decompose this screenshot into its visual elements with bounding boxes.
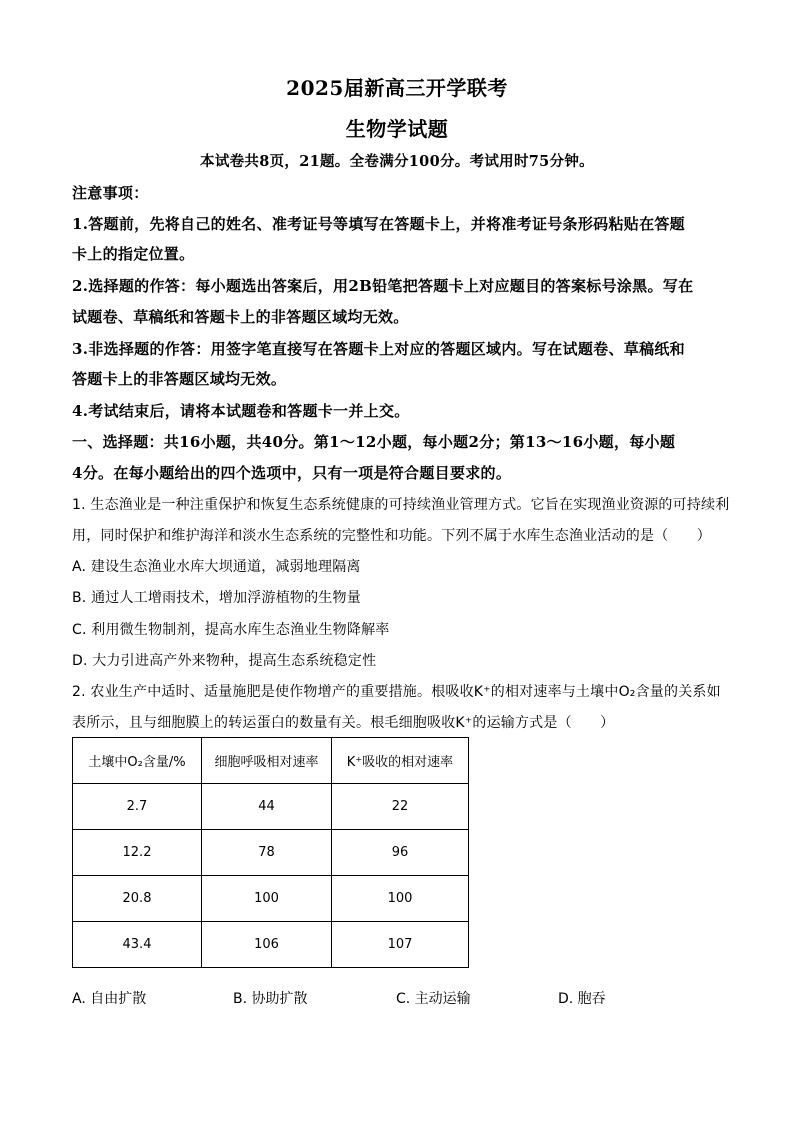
note-2-line-1: 2.选择题的作答：每小题选出答案后，用2B铅笔把答题卡上对应题目的答案标号涂黑。写在: [72, 277, 694, 295]
table-cell: 78: [202, 830, 332, 876]
q1-stem-line-1: 1. 生态渔业是一种注重保护和恢复生态系统健康的可持续渔业管理方式。它旨在实现渔业资源的可持续利: [72, 497, 730, 513]
table-cell: 44: [202, 784, 332, 830]
q1-option-a: A. 建设生态渔业水库大坝通道，减弱地理隔离: [72, 559, 361, 575]
note-4: 4.考试结束后，请将本试题卷和答题卡一并上交。: [72, 402, 410, 420]
table-cell: 22: [332, 784, 469, 830]
q2-option-b: B. 协助扩散: [233, 991, 308, 1007]
exam-subtitle: 生物学试题: [345, 117, 449, 141]
table-cell: 43.4: [73, 922, 202, 968]
q1-option-d: D. 大力引进高产外来物种，提高生态系统稳定性: [72, 653, 377, 669]
table-cell: 96: [332, 830, 469, 876]
exam-title: 2025届新高三开学联考: [286, 76, 508, 100]
table-row: [73, 876, 469, 922]
table-cell: 106: [202, 922, 332, 968]
table-cell: 100: [202, 876, 332, 922]
section-1-line-1: 一、选择题：共16小题，共40分。第1～12小题，每小题2分；第13～16小题，每小题: [72, 433, 676, 451]
q2-option-d: D. 胞吞: [558, 991, 606, 1007]
note-3-line-2: 答题卡上的非答题区域均无效。: [72, 370, 287, 388]
table-header-cell: K⁺吸收的相对速率: [332, 738, 469, 784]
notes-heading: 注意事项：: [72, 184, 149, 202]
k-absorption-table: [72, 737, 469, 968]
q2-option-c: C. 主动运输: [396, 991, 471, 1007]
q1-stem-line-2: 用，同时保护和维护海洋和淡水生态系统的完整性和功能。下列不属于水库生态渔业活动的是（ ）: [72, 528, 711, 544]
note-1-line-1: 1.答题前，先将自己的姓名、准考证号等填写在答题卡上，并将准考证号条形码粘贴在答题: [72, 215, 685, 233]
note-2-line-2: 试题卷、草稿纸和答题卡上的非答题区域均无效。: [72, 308, 409, 326]
note-1-line-2: 卡上的指定位置。: [72, 245, 195, 263]
table-cell: 100: [332, 876, 469, 922]
q1-option-c: C. 利用微生物制剂，提高水库生态渔业生物降解率: [72, 622, 390, 638]
table-row: [73, 922, 469, 968]
table-header-cell: 土壤中O₂含量/%: [73, 738, 202, 784]
exam-info: 本试卷共8页，21题。全卷满分100分。考试用时75分钟。: [200, 153, 594, 170]
section-1-line-2: 4分。在每小题给出的四个选项中，只有一项是符合题目要求的。: [72, 464, 512, 482]
table-row: [73, 830, 469, 876]
table-cell: 107: [332, 922, 469, 968]
q1-option-b: B. 通过人工增雨技术，增加浮游植物的生物量: [72, 590, 361, 606]
table-row: [73, 784, 469, 830]
q2-stem-line-1: 2. 农业生产中适时、适量施肥是使作物增产的重要措施。根吸收K⁺的相对速率与土壤中O₂含量的关系如: [72, 684, 721, 700]
table-header-cell: 细胞呼吸相对速率: [202, 738, 332, 784]
q2-stem-line-2: 表所示，且与细胞膜上的转运蛋白的数量有关。根毛细胞吸收K⁺的运输方式是（ ）: [72, 715, 615, 731]
q2-option-a: A. 自由扩散: [72, 991, 147, 1007]
note-3-line-1: 3.非选择题的作答：用签字笔直接写在答题卡上对应的答题区域内。写在试题卷、草稿纸和: [72, 340, 685, 358]
table-cell: 2.7: [73, 784, 202, 830]
table-header-row: [73, 738, 469, 784]
table-cell: 20.8: [73, 876, 202, 922]
table-cell: 12.2: [73, 830, 202, 876]
